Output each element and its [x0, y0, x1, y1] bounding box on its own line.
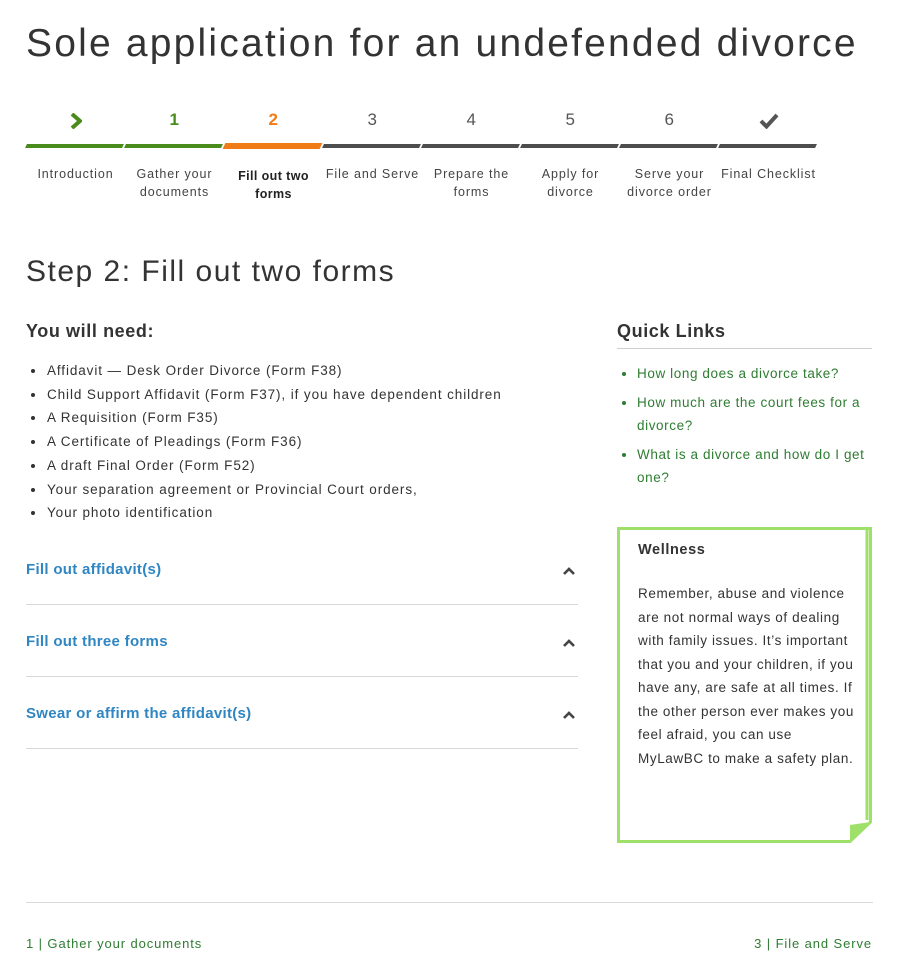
step-label: Final Checklist [721, 167, 816, 181]
accordion-title[interactable]: Fill out three forms [26, 633, 168, 650]
step-3[interactable] [323, 108, 422, 228]
step-bar [619, 144, 718, 148]
step-label: Gather your documents [136, 167, 213, 199]
list-item: A Certificate of Pleadings (Form F36) [30, 430, 502, 454]
accordion-item-swear-affirm[interactable] [26, 677, 578, 749]
accordion [26, 533, 578, 749]
step-6[interactable] [620, 108, 719, 228]
list-item: A draft Final Order (Form F52) [30, 454, 502, 478]
step-bar [124, 144, 223, 148]
step-bar [520, 144, 619, 148]
next-step-link[interactable]: 3 | File and Serve [754, 936, 872, 951]
step-label: File and Serve [325, 167, 420, 181]
quick-link-item [621, 362, 873, 385]
step-label: Prepare the forms [433, 167, 510, 199]
step-introduction[interactable] [26, 108, 125, 228]
step-number: 2 [268, 110, 279, 129]
list-item: A Requisition (Form F35) [30, 406, 502, 430]
step-label: Introduction [37, 167, 114, 181]
list-item: Your photo identification [30, 501, 502, 525]
step-4[interactable] [422, 108, 521, 228]
wellness-title: Wellness [638, 542, 706, 558]
you-will-need-list [30, 359, 502, 525]
step-number: 5 [565, 110, 576, 129]
quick-link-item [621, 391, 873, 437]
quick-link-item [621, 443, 873, 489]
quick-link[interactable]: How long does a divorce take? [637, 366, 840, 381]
step-bar [25, 144, 124, 148]
divider [617, 348, 872, 349]
step-label: Fill out two forms [238, 169, 309, 201]
wellness-text: Remember, abuse and violence are not normal ways of dealing with family issues. It’s important that you and your children, if you have any, are safe at all times. If the other person ever makes you feel afraid, you can use MyLawBC to make a safety plan. [638, 586, 854, 766]
step-marker [719, 110, 818, 130]
step-heading: Step 2: Fill out two forms [26, 255, 396, 288]
accordion-item-fill-affidavits[interactable] [26, 533, 578, 605]
accordion-item-fill-three-forms[interactable] [26, 605, 578, 677]
step-number: 3 [367, 110, 378, 129]
step-2[interactable] [224, 108, 323, 228]
step-number: 6 [664, 110, 675, 129]
step-1[interactable] [125, 108, 224, 228]
chevron-right-icon [70, 113, 82, 129]
progress-stepper [26, 108, 818, 228]
step-bar [223, 143, 323, 149]
step-5[interactable] [521, 108, 620, 228]
checkmark-icon [759, 113, 779, 129]
chevron-up-icon[interactable] [562, 566, 576, 576]
step-number: 4 [466, 110, 477, 129]
quick-link[interactable]: What is a divorce and how do I get one? [637, 447, 865, 485]
accordion-title[interactable]: Swear or affirm the affidavit(s) [26, 705, 252, 722]
step-label: Apply for divorce [541, 167, 600, 199]
chevron-up-icon[interactable] [562, 638, 576, 648]
list-item: Child Support Affidavit (Form F37), if you have dependent children [30, 383, 502, 407]
quick-links-list [621, 362, 873, 495]
quick-links-heading: Quick Links [617, 321, 726, 341]
step-number: 1 [169, 110, 180, 129]
you-will-need-heading: You will need: [26, 321, 155, 341]
quick-link[interactable]: How much are the court fees for a divorce? [637, 395, 861, 433]
previous-step-link[interactable]: 1 | Gather your documents [26, 936, 203, 951]
chevron-up-icon[interactable] [562, 710, 576, 720]
list-item: Affidavit — Desk Order Divorce (Form F38) [30, 359, 502, 383]
step-bar [718, 144, 817, 148]
step-bar [421, 144, 520, 148]
step-final-checklist[interactable] [719, 108, 818, 228]
step-bar [322, 144, 421, 148]
footer-divider [26, 902, 873, 903]
list-item: Your separation agreement or Provincial Court orders, [30, 478, 502, 502]
accordion-title[interactable]: Fill out affidavit(s) [26, 561, 162, 578]
step-marker [26, 110, 125, 130]
step-label: Serve your divorce order [627, 167, 712, 199]
page-title: Sole application for an undefended divorce [26, 22, 858, 65]
wellness-callout [617, 527, 872, 843]
